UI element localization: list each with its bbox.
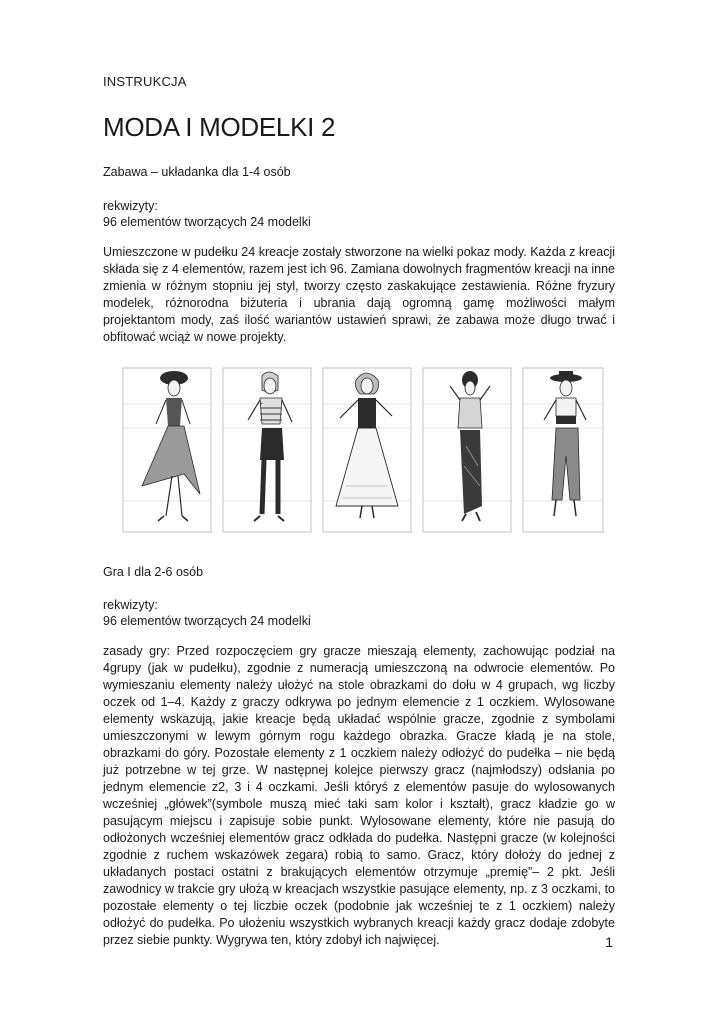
requisites-value-1: 96 elementów tworzących 24 modelki: [103, 215, 311, 229]
intro-paragraph: Umieszczone w pudełku 24 kreacje zostały stworzone na wielki pokaz mody. Każda z kreacji składa się z 4 elementów, razem jest ich 96. Zamiana dowolnych fragmentów kreacji na inne zmienia w różnym stopniu jej styl, tworzy często zaskakujące zestawienia. Różne fryzury modelek, różnorodna biżuteria i ubrania dają ogromną gamę możliwości małym projektantom mody, zaś ilość wariantów ustawień sprawi, że zabawa może długo trwać i obfitować wciąż w nowe projekty.: [103, 245, 615, 344]
game-heading: Gra I dla 2-6 osób: [103, 565, 204, 579]
requisites-label-2: rekwizyty:: [103, 598, 158, 612]
model-2: [223, 368, 311, 532]
subtitle: Zabawa – układanka dla 1-4 osób: [103, 165, 291, 179]
model-4: [423, 368, 511, 532]
section-label: INSTRUKCJA: [103, 74, 187, 89]
page-title: MODA I MODELKI 2: [103, 112, 336, 142]
page-number: 1: [605, 934, 613, 950]
model-5: [523, 368, 603, 532]
requisites-label-1: rekwizyty:: [103, 199, 158, 213]
model-3: [323, 368, 411, 532]
model-1: [123, 368, 211, 532]
fashion-models-illustration: [122, 366, 604, 538]
rules-paragraph: zasady gry: Przed rozpoczęciem gry gracze mieszają elementy, zachowując podział na 4grupy (jak w pudełku), zgodnie z numeracją umieszczoną na odwrocie elementów. Po wymieszaniu elementy należy ułożyć na stole obrazkami do dołu w 4 grupach, wg liczby oczek od 1–4. Każdy z graczy odkrywa po jednym elemencie z 1 oczkiem. Wylosowane elementy wskazują, jakie kreacje będą układać wspólnie gracze, zgodnie z symbolami umieszczonymi w lewym górnym rogu każdego obrazka. Gracze kładą je na stole, obrazkami do góry. Pozostałe elementy z 1 oczkiem należy odłożyć do pudełka – nie będą już potrzebne w tej grze. W następnej kolejce pierwszy gracz (najmłodszy) odsłania po jednym elemencie z2, 3 i 4 oczkami. Jeśli któryś z elementów pasuje do wylosowanych wcześniej „główek”(symbole muszą mieć taki sam kolor i kształt), gracz kładzie go w pasującym miejscu i zapisuje sobie punkt. Wylosowane elementy, które nie pasują do odłożonych wcześniej elementów gracz odkłada do pudełka. Następni gracze (w kolejności zgodnie z ruchem wskazówek zegara) robią to samo. Gracz, który dołoży do jednej z układanych postaci ostatni z brakujących elementów otrzymuje „premię”– 2 pkt. Jeśli zawodnicy w trakcie gry ułożą w kreacjach wszystkie pasujące elementy, np. z 3 oczkami, to pozostałe elementy o tej liczbie oczek (podobnie jak wcześniej te z 1 oczkiem) należy odłożyć do pudełka. Po ułożeniu wszystkich wybranych kreacji każdy gracz dodaje zdobyte przez siebie punkty. Wygrywa ten, który zdobył ich najwięcej.: [103, 644, 615, 947]
requisites-value-2: 96 elementów tworzących 24 modelki: [103, 614, 311, 628]
